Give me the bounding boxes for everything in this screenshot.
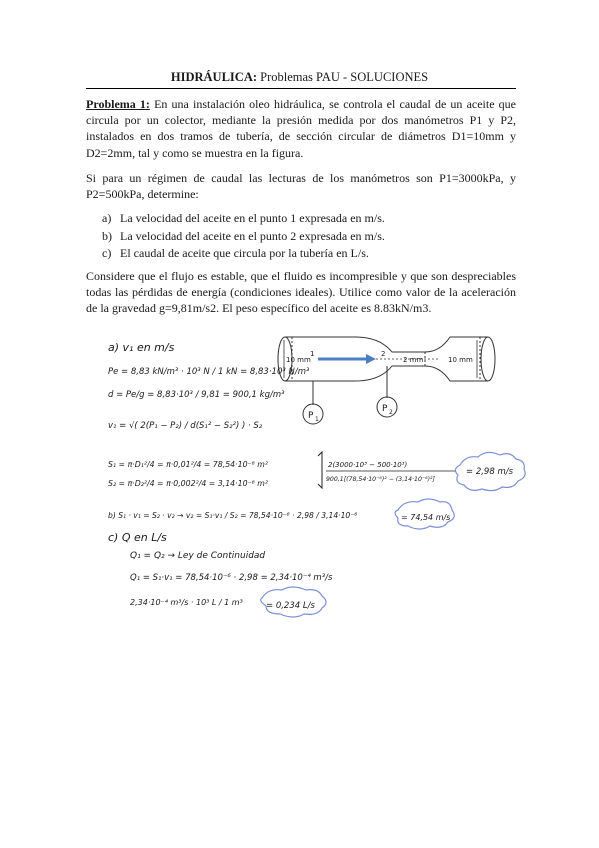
gauge-2-label: P (382, 404, 388, 414)
d3-label: 10 mm (448, 356, 473, 364)
hw-v1-formula: v₁ = √( 2(P₁ − P₂) / d(S₁² − S₂²) ) · S₂ (108, 421, 263, 431)
hw-s2: S₂ = π·D₂²/4 = π·0,002²/4 = 3,14·10⁻⁶ m² (108, 479, 268, 488)
item-marker: c) (102, 246, 112, 260)
point-2-label: 2 (381, 350, 386, 358)
problem-regime: Si para un régimen de caudal las lecturas de los manómetros son P1=3000kPa, y P2=500kPa, determine: (86, 171, 516, 202)
hw-v1-numerator: 2(3000·10³ − 500·10³) (328, 461, 408, 469)
item-marker: b) (102, 228, 112, 243)
hw-c-heading: c) Q en L/s (108, 531, 167, 544)
hw-c-flow: Q₁ = S₁·v₁ = 78,54·10⁻⁶ · 2,98 = 2,34·10⁻⁴ m³/s (130, 573, 333, 583)
d1-label: 10 mm (286, 356, 311, 364)
hw-c-result: = 0,234 L/s (266, 601, 315, 611)
hw-a-heading: a) v₁ en m/s (108, 341, 175, 354)
hw-brace (318, 452, 322, 488)
gauge-1-label: P (308, 411, 314, 421)
pipe-top-edge (285, 337, 488, 352)
gauge-1-sub: 1 (315, 416, 319, 423)
problem-considerations: Considere que el flujo es estable, que el fluido es incompresible y que son despreciables todas las pérdidas de energía (condiciones ideales). Utilice como valor de la aceleración de la gravedad g=9,81m/s2. El peso específico del aceite es 8.83kN/m3. (86, 269, 516, 316)
hw-specific-weight: Pe = 8,83 kN/m³ · 10³ N / 1 kN = 8,83·10³ N/m³ (108, 367, 310, 377)
hw-b-result: = 74,54 m/s (401, 513, 451, 522)
item-text: El caudal de aceite que circula por la tubería en L/s. (120, 246, 369, 260)
hw-b-line: b) S₁ · v₁ = S₂ · v₂ → v₂ = S₁·v₁ / S₂ = 78,54·10⁻⁶ · 2,98 / 3,14·10⁻⁶ (108, 511, 358, 520)
item-text: La velocidad del aceite en el punto 2 expresada en m/s. (120, 228, 385, 243)
handwritten-solution (108, 341, 525, 617)
hw-c-conversion: 2,34·10⁻⁴ m³/s · 10³ L / 1 m³ (130, 598, 243, 607)
problem-label: Problema 1: (86, 97, 150, 111)
item-text: La velocidad del aceite en el punto 1 expresada en m/s. (120, 211, 385, 225)
hw-v1-result: = 2,98 m/s (466, 467, 514, 477)
header-title-bold: HIDRÁULICA: (170, 70, 258, 84)
gauge-2-sub: 2 (389, 409, 393, 416)
d2-label: 2 mm (403, 356, 424, 364)
point-1-label: 1 (310, 350, 315, 358)
hw-density: d = Pe/g = 8,83·10³ / 9,81 = 900,1 kg/m³ (108, 390, 285, 400)
hw-v1-denominator: 900,1[(78,54·10⁻⁶)² − (3,14·10⁻⁶)²] (326, 476, 435, 483)
flow-arrow-head (366, 354, 376, 364)
pipe-right-end (481, 337, 495, 381)
hw-c-law: Q₁ = Q₂ → Ley de Continuidad (130, 551, 266, 561)
problem-intro-text: En una instalación oleo hidráulica, se controla el caudal de un aceite que circula por un colector, mediante la presión medida por dos manómetros P1 y P2, instalados en dos tramos de tubería, de sección circular de diámetros D1=10mm y D2=2mm, tal y como se muestra en la figura. (86, 97, 517, 160)
hw-s1: S₁ = π·D₁²/4 = π·0,01²/4 = 78,54·10⁻⁶ m² (108, 460, 268, 469)
item-marker: a) (102, 211, 112, 225)
header-title-rest: Problemas PAU - SOLUCIONES (257, 70, 429, 84)
